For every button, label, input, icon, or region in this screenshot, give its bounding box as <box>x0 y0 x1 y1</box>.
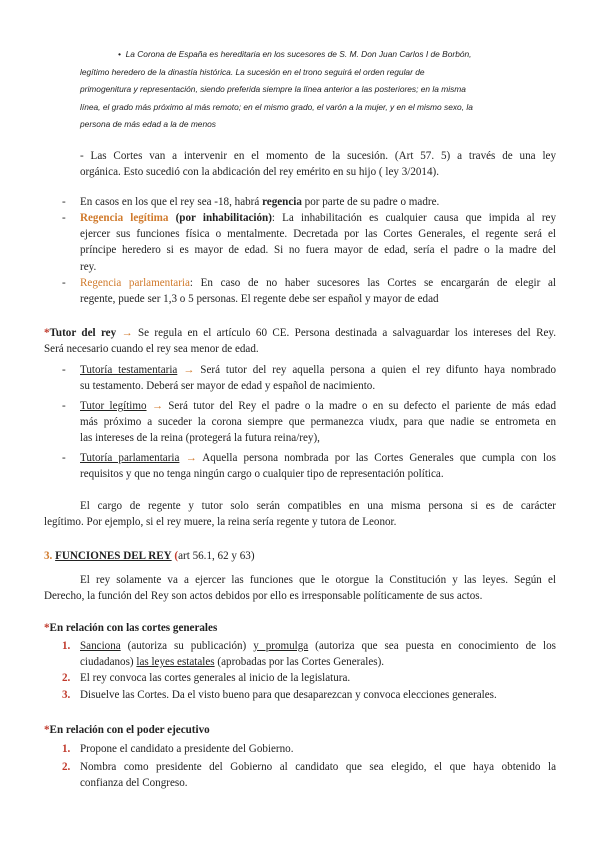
ejecutivo-heading: *En relación con el poder ejecutivo <box>44 724 210 736</box>
arrow-icon: → <box>151 400 163 412</box>
section-number: 3. <box>44 550 53 562</box>
cortes-item-3: Disuelve las Cortes. Da el visto bueno para que desaparezcan y convoca elecciones generales. <box>80 689 497 701</box>
quote-line-2: legítimo heredero de la dinastía histórica. La sucesión en el trono seguirá el orden regular de <box>80 66 425 77</box>
cortes-intro: - Las Cortes van a intervenir en el momento de la sucesión. (Art 57. 5) a través de una ley orgánica. Esto sucedió con la abdicación del rey emérito en su hijo ( ley 3/2014). <box>80 150 556 179</box>
quote-line-3: primogenitura y representación, siendo preferida siempre la línea anterior a las posteriores; en la misma <box>80 84 466 94</box>
quote-line-4: línea, el grado más próximo al más remoto; en el mismo grado, el varón a la mujer, y en el mismo sexo, la <box>80 101 473 112</box>
ejecutivo-item-1: Propone el candidato a presidente del Gobierno. <box>80 743 294 755</box>
quote-line-1: • La Corona de España es hereditaria en los sucesores de S. M. Don Juan Carlos I de Borbón, <box>118 49 472 59</box>
ejecutivo-item-2: Nombra como presidente del Gobierno al candidato que sea elegido, el que haya obtenido la confianza del Congreso. <box>80 761 556 790</box>
funciones-paragraph: El rey solamente va a ejercer las funciones que le otorgue la Constitución y las leyes. Según el Derecho, la función del Rey son actos debidos por ello es irresponsable políticamente de sus actos. <box>44 574 556 603</box>
quote-block <box>80 46 556 134</box>
cortes-heading: *En relación con las cortes generales <box>44 622 218 634</box>
tutor-intro: *Tutor del rey → Se regula en el artículo 60 CE. Persona destinada a salvaguardar los intereses del Rey. Será necesario cuando el rey sea menor de edad. <box>44 327 556 356</box>
quote-bullet: • <box>118 49 121 59</box>
regencia-item-1: En casos en los que el rey sea -18, habrá regencia por parte de su padre o madre. <box>80 196 440 208</box>
arrow-icon: → <box>185 452 197 464</box>
tutor-title: Tutor del rey <box>49 327 117 339</box>
compat-paragraph: El cargo de regente y tutor solo serán compatibles en una misma persona si es de carácter legítimo. Por ejemplo, si el rey muere, la reina sería regente y tutora de Leonor. <box>44 500 556 529</box>
tutor-item-2: Tutor legítimo → Será tutor del Rey el padre o la madre o en su defecto el pariente de más edad más próximo a suceder la corona siempre que permanezca viudx, para que nadie se entrometa en las intereses de la reina (protegerá la futura reina/rey), <box>80 400 556 445</box>
cortes-item-1: Sanciona (autoriza su publicación) y promulga (autoriza que sea puesta en conocimiento de los ciudadanos) las leyes estatales (aprobadas por las Cortes Generales). <box>80 640 557 669</box>
section-heading-funciones: 3. FUNCIONES DEL REY (art 56.1, 62 y 63) <box>44 550 255 562</box>
tutor-item-3: Tutoría parlamentaria → Aquella persona nombrada por las Cortes Generales que cumpla con los requisitos y que no tenga ningún cargo o cualquier tipo de representación política. <box>80 452 556 481</box>
regencia-item-2: Regencia legítima (por inhabilitación): La inhabilitación es cualquier causa que impida al rey ejercer sus funciones física o mentalmente. Decretada por las Cortes Generales, el regente será el príncipe heredero si es mayor de edad. Si no fuera mayor de edad, sería el padre o la madre del rey. <box>80 212 556 273</box>
quote-line-5: persona de más edad a la de menos <box>80 119 216 129</box>
section-title: FUNCIONES DEL REY <box>55 550 172 562</box>
cortes-item-2: El rey convoca las cortes generales al inicio de la legislatura. <box>80 672 351 684</box>
arrow-icon: → <box>121 327 133 339</box>
arrow-icon: → <box>183 364 195 376</box>
tutor-item-1: Tutoría testamentaria → Será tutor del rey aquella persona a quien el rey difunto haya nombrado su testamento. Deberá ser mayor de edad y español de nacimiento. <box>80 364 556 393</box>
regencia-item-3: Regencia parlamentaria: En caso de no haber sucesores las Cortes se encargarán de elegir al regente, puede ser 1,3 o 5 personas. El regente debe ser español y mayor de edad <box>80 277 556 306</box>
